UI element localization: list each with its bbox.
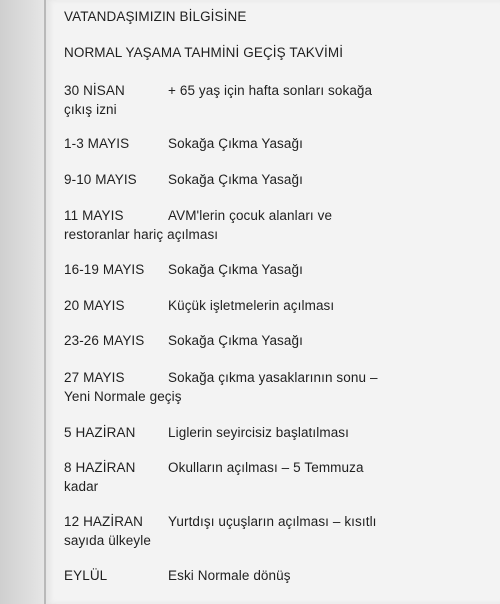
- document-title: VATANDAŞIMIZIN BİLGİSİNE: [64, 9, 247, 24]
- entry-description: AVM'lerin çocuk alanları ve: [168, 208, 333, 223]
- entry-date: 9-10 MAYIS: [64, 172, 137, 187]
- page-edge-shadow: [0, 0, 44, 604]
- entry-date: 30 NİSAN: [64, 83, 125, 98]
- entry-description: Yurtdışı uçuşların açılması – kısıtlı: [168, 514, 377, 529]
- entry-description: Sokağa Çıkma Yasağı: [168, 136, 303, 151]
- entry-description: Sokağa Çıkma Yasağı: [168, 262, 303, 277]
- entry-continuation: kadar: [64, 479, 99, 494]
- entry-date: 11 MAYIS: [64, 208, 124, 223]
- document-page: [44, 0, 500, 604]
- entry-date: 12 HAZİRAN: [64, 514, 144, 529]
- entry-description: Sokağa Çıkma Yasağı: [168, 172, 303, 187]
- entry-description: Liglerin seyircisiz başlatılması: [168, 425, 350, 440]
- entry-date: 27 MAYIS: [64, 370, 125, 385]
- entry-date: EYLÜL: [64, 568, 108, 583]
- entry-continuation: çıkış izni: [64, 102, 117, 117]
- entry-date: 23-26 MAYIS: [64, 333, 145, 348]
- entry-date: 20 MAYIS: [64, 298, 125, 313]
- entry-description: + 65 yaş için hafta sonları sokağa: [168, 83, 373, 98]
- entry-date: 1-3 MAYIS: [64, 136, 130, 151]
- entry-description: Eski Normale dönüş: [168, 568, 291, 583]
- entry-continuation: restoranlar hariç açılması: [64, 227, 219, 242]
- entry-description: Okulların açılması – 5 Temmuza: [168, 460, 364, 475]
- entry-continuation: Yeni Normale geçiş: [64, 389, 182, 404]
- entry-description: Sokağa Çıkma Yasağı: [168, 333, 303, 348]
- document-subtitle: NORMAL YAŞAMA TAHMİNİ GEÇİŞ TAKVİMİ: [64, 45, 344, 60]
- entry-continuation: sayıda ülkeyle: [64, 533, 151, 548]
- entry-date: 8 HAZİRAN: [64, 460, 136, 475]
- entry-date: 5 HAZİRAN: [64, 425, 136, 440]
- entry-date: 16-19 MAYIS: [64, 262, 145, 277]
- entry-description: Sokağa çıkma yasaklarının sonu –: [168, 370, 378, 385]
- entry-description: Küçük işletmelerin açılması: [168, 298, 335, 313]
